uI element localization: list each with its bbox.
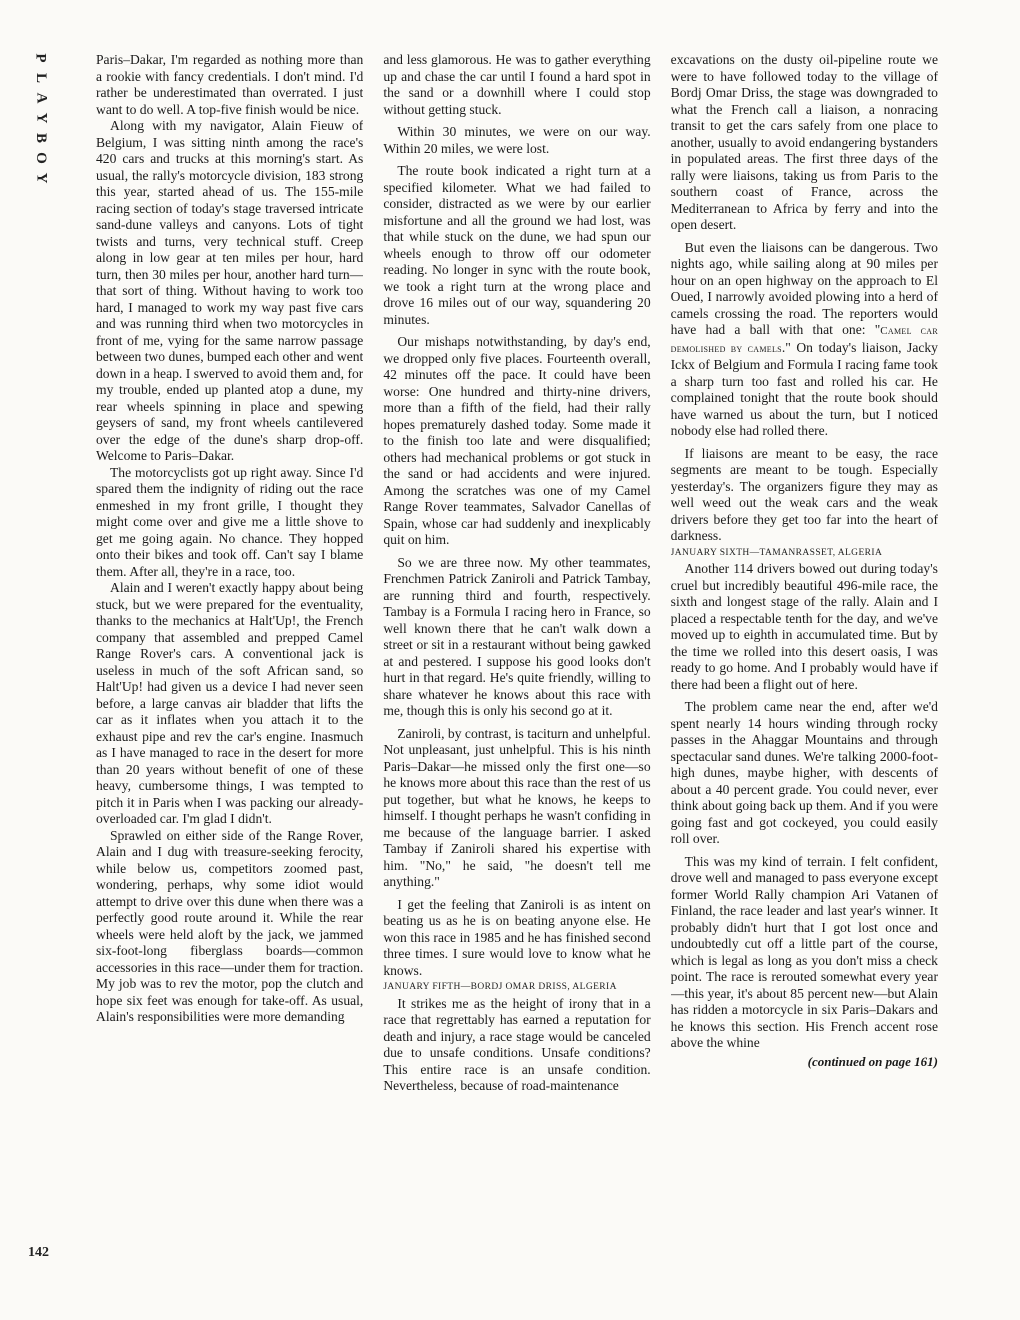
paragraph: Along with my navigator, Alain Fieuw of Belgium, I was sitting ninth among the race's 420 cars and trucks at this morning's start. As usual, the rally's motorcycle division, 183 strong this year, started ahead of us. The 155-mile racing section of today's stage traversed intricate sand-dune valleys and canyons. Lots of tight twists and turns, very technical stuff. Creep along in low gear at ten miles per hour, hard turn, then 30 miles per hour, another hard turn—that sort of thing. Without having to work too hard, I managed to work my way past five cars and was running third when two motorcycles in front of me, vying for the same narrow passage between two dunes, bumped each other and went down in a heap. I swerved to avoid them and, for my trouble, ended up planted atop a dune, my rear wheels spinning in place and spewing geysers of sand, my front wheels cantilevered over the edge of the dune's sharp drop-off. Welcome to Paris–Dakar. <box>96 118 364 463</box>
magazine-masthead <box>28 48 54 188</box>
paragraph: I get the feeling that Zaniroli is as intent on beating us as he is on beating anyone else. He won this race in 1985 and he has finished second three times. I sure would love to know what he knows. <box>383 896 651 978</box>
column-2 <box>383 52 650 1262</box>
paragraph: Sprawled on either side of the Range Rover, Alain and I dug with treasure-seeking ferocity, while below us, competitors zoomed past, wondering, perhaps, why some idiot would attempt to drive over this dune when there was a perfectly good route around it. While the rear wheels were held aloft by the jack, we jammed six-foot-long fiberglass boards—common accessories in this race—under them for traction. My job was to rev the motor, pop the clutch and hope six feet was enough for take-off. As usual, Alain's responsibilities were more demanding <box>96 827 364 1024</box>
paragraph: This was my kind of terrain. I felt confident, drove well and managed to pass everyone except former World Rally champion Ari Vatanen of Finland, the race leader and last year's winner. It probably didn't hurt that I got lost once and undoubtedly cut off a little part of the course, which is legal as long as you don't miss a check point. The race is rerouted somewhat every year—this year, it's about 85 percent new—but Alain has ridden a motorcycle in six Paris–Dakars and he knows this section. His French accent rose above the whine <box>670 853 938 1050</box>
paragraph: Zaniroli, by contrast, is taciturn and unhelpful. Not unpleasant, just unhelpful. This is his ninth Paris–Dakar—he missed only the first one—so he knows more about this race than the rest of us put together, but what he knows, he keeps to himself. I thought perhaps he wasn't confiding in me because of the language barrier. I asked Tambay if Zaniroli shared his expertise with him. "No," he said, "he doesn't tell me anything." <box>383 725 651 889</box>
article-body <box>96 52 938 1262</box>
paragraph: The problem came near the end, after we'd spent nearly 14 hours winding through rocky passes in the Ahaggar Mountains and through spectacular sand dunes. We're talking 2000-foot-high dunes, maybe higher, with descents of about a 40 percent grade. You could never, ever think about going back up them. And if you were going fast and got cockeyed, you could easily roll over. <box>670 699 938 846</box>
paragraph: Paris–Dakar, I'm regarded as nothing more than a rookie with fancy credentials. I don't mind. I'd rather be underestimated than overrated. I just want to do well. A top-five finish would be nice. <box>96 52 364 117</box>
masthead-letter: L <box>32 72 49 84</box>
paragraph <box>671 240 938 440</box>
paragraph: Our mishaps notwithstanding, by day's end, we dropped only five places. Fourteenth overall, 42 minutes off the pace. It could have been worse: One hundred and thirty-nine drivers, more than a fifth of the field, had their rally hopes prematurely dashed today. Some made it to the finish too late and were disqualified; others had mechanical problems or got stuck in the sand or had accidents and were injured. Among the scratches was one of my Camel Range Rover teammates, Salvador Canellas of Spain, whose car had suddenly and inexplicably quit on him. <box>383 334 651 547</box>
paragraph: and less glamorous. He was to gather everything up and chase the car until I found a hard spot in the sand or a downhill where I could stop without getting stuck. <box>383 52 651 117</box>
column-1 <box>96 52 363 1262</box>
dateline: JANUARY FIFTH—BORDJ OMAR DRISS, ALGERIA <box>383 982 617 992</box>
page-number: 142 <box>28 1245 49 1260</box>
dateline: JANUARY SIXTH—TAMANRASSET, ALGERIA <box>670 547 883 558</box>
column-3 <box>671 52 938 1262</box>
text-run: ." On today's liaison, Jacky Ickx of Belgium and Formula I racing fame took a sharp turn too fast and rolled his car. He complained tonight that the route book should have warned us about the turn, but I noticed nobody else had rolled there. <box>670 339 938 438</box>
paragraph: excavations on the dusty oil-pipeline route we were to have followed today to the village of Bordj Omar Driss, the stage was downgraded to what the French call a liaison, a nonracing transit to get the cars safely from one place to another, usually to avoid endangering bystanders in populated areas. The first three days of the rally were liaisons, taking us from Paris to the southern coast of France, across the Mediterranean to Africa by ferry and into the open desert. <box>670 52 938 232</box>
continuation-note: (continued on page 161) <box>807 1053 938 1069</box>
paragraph: Within 30 minutes, we were on our way. Within 20 miles, we were lost. <box>383 124 651 156</box>
masthead-letter: Y <box>33 112 49 124</box>
paragraph: Alain and I weren't exactly happy about being stuck, but we were prepared for the eventuality, thanks to the mechanics at Halt'Up!, the French company that assembled and prepped Camel Range Rover's cars. A conventional jack is useless in much of the soft African sand, so Halt'Up! had given us a device I had never seen before, a large canvas air bladder that lifts the car as it inflates when you attach it to the exhaust pipe and rev the car's engine. Inasmuch as I have managed to race in the desert for more than 20 years without benefit of one of these heavy, cumbersome things, I was tempted to pitch it in Paris when I was packing our already-overloaded car. I'm glad I didn't. <box>96 580 364 826</box>
masthead-letter: O <box>32 152 49 164</box>
small-caps-headline: Camel car demolished by camels <box>670 325 938 355</box>
paragraph: It strikes me as the height of irony that in a race that regrettably has earned a reputation for death and injury, a race stage would be canceled due to unsafe conditions. Unsafe conditions? This entire race is an unsafe condition. Nevertheless, because of road-maintenance <box>383 995 651 1093</box>
masthead-letter: B <box>32 132 49 144</box>
text-run: But even the liaisons can be dangerous. Two nights ago, while sailing along at 90 miles per hour on an open highway on the approach to El Oued, I narrowly avoided plowing into a herd of camels crossing the road. The reporters would have had a ball with that one: " <box>670 239 938 337</box>
paragraph: If liaisons are meant to be easy, the race segments are meant to be tough. Especially yesterday's. The organizers figure they may as well weed out the weak cars and the weak drivers before they get too far into the heart of darkness. <box>670 445 938 543</box>
masthead-letter: P <box>32 53 49 63</box>
paragraph: The motorcyclists got up right away. Since I'd spared them the indignity of riding out the race enmeshed in my front grille, I thought they might come over and give me a little shove to get me going again. No chance. They hopped onto their bikes and took off. Can't say I blame them. After all, they're in a race, too. <box>96 464 364 579</box>
paragraph: The route book indicated a right turn at a specified kilometer. What we had failed to consider, distracted as we were by our earlier misfortune and all the ground we had lost, was that while stuck on the dune, we had spun our wheels enough to throw off our odometer reading. No longer in sync with the route book, we took a right turn at the wrong place and drove 16 miles out of our way, squandering 20 minutes. <box>383 163 651 327</box>
paragraph: So we are three now. My other teammates, Frenchmen Patrick Zaniroli and Patrick Tambay, are running third and fourth, respectively. Tambay is a Formula I racing hero in France, so well known there that he can't walk down a street or sit in a restaurant without being gawked at and pestered. I suppose his good looks don't hurt in that regard. He's quite friendly, willing to share whatever he knows about this race with me, though this is only his second go at it. <box>383 554 651 718</box>
masthead-letter: Y <box>33 172 49 184</box>
paragraph: Another 114 drivers bowed out during today's cruel but incredibly beautiful 496-mile race, the sixth and longest stage of the rally. Alain and I placed a respectable tenth for the day, and we've moved up to eighth in accumulated time. But by the time we rolled into this desert oasis, I was ready to go home. And I probably would have if there had been a flight out of here. <box>670 561 938 692</box>
masthead-letter: A <box>33 92 49 104</box>
